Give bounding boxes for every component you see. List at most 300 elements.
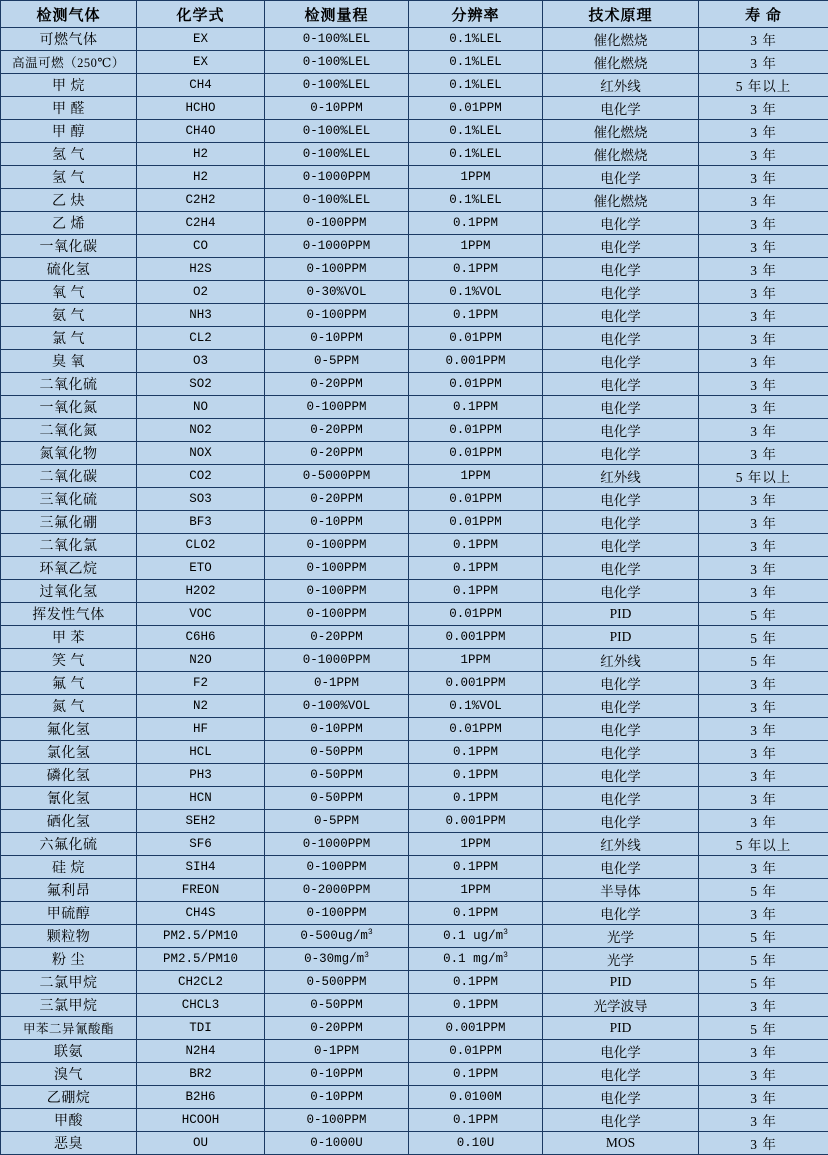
- cell-life: 3 年: [699, 580, 828, 603]
- cell-resolution: 0.01PPM: [409, 1040, 543, 1063]
- cell-formula: CO2: [137, 465, 265, 488]
- cell-formula: CH2CL2: [137, 971, 265, 994]
- cell-life: 3 年: [699, 281, 828, 304]
- cell-life: 3 年: [699, 212, 828, 235]
- cell-life: 3 年: [699, 97, 828, 120]
- table-row: [1, 120, 828, 143]
- cell-principle: 催化燃烧: [543, 120, 699, 143]
- cell-formula: N2H4: [137, 1040, 265, 1063]
- cell-formula: N2: [137, 695, 265, 718]
- cell-life: 5 年以上: [699, 465, 828, 488]
- cell-gas: 甲 苯: [1, 626, 137, 649]
- cell-gas: 颗粒物: [1, 925, 137, 948]
- table-row: [1, 925, 828, 948]
- cell-resolution: 0.1PPM: [409, 971, 543, 994]
- table-row: [1, 465, 828, 488]
- cell-formula: H2: [137, 166, 265, 189]
- table-row: [1, 879, 828, 902]
- cell-life: 3 年: [699, 994, 828, 1017]
- table-row: [1, 373, 828, 396]
- cell-gas: 二氯甲烷: [1, 971, 137, 994]
- cell-resolution: 0.1%LEL: [409, 143, 543, 166]
- table-row: [1, 580, 828, 603]
- cell-gas: 挥发性气体: [1, 603, 137, 626]
- cell-life: 3 年: [699, 902, 828, 925]
- cell-life: 3 年: [699, 695, 828, 718]
- table-row: [1, 557, 828, 580]
- cell-range: 0-50PPM: [265, 764, 409, 787]
- cell-gas: 氢 气: [1, 166, 137, 189]
- table-row: [1, 649, 828, 672]
- cell-resolution: 0.01PPM: [409, 603, 543, 626]
- cell-gas: 臭 氧: [1, 350, 137, 373]
- cell-gas: 二氧化氮: [1, 419, 137, 442]
- cell-formula: NH3: [137, 304, 265, 327]
- cell-resolution: 0.1PPM: [409, 902, 543, 925]
- cell-range: 0-1PPM: [265, 1040, 409, 1063]
- cell-formula: CL2: [137, 327, 265, 350]
- cell-principle: 电化学: [543, 97, 699, 120]
- cell-life: 3 年: [699, 373, 828, 396]
- cell-principle: 电化学: [543, 810, 699, 833]
- cell-resolution: 0.01PPM: [409, 97, 543, 120]
- cell-principle: 电化学: [543, 741, 699, 764]
- cell-resolution: 0.01PPM: [409, 419, 543, 442]
- cell-formula: NO: [137, 396, 265, 419]
- cell-formula: BR2: [137, 1063, 265, 1086]
- table-row: [1, 97, 828, 120]
- table-row: [1, 304, 828, 327]
- cell-range: $0-30mg/m^3$: [265, 948, 409, 971]
- cell-principle: 电化学: [543, 235, 699, 258]
- table-row: [1, 534, 828, 557]
- cell-gas: 联氨: [1, 1040, 137, 1063]
- cell-principle: 电化学: [543, 580, 699, 603]
- cell-gas: 氮 气: [1, 695, 137, 718]
- cell-resolution: 0.01PPM: [409, 442, 543, 465]
- table-row: [1, 327, 828, 350]
- cell-life: 3 年: [699, 534, 828, 557]
- cell-range: 0-50PPM: [265, 994, 409, 1017]
- cell-principle: 电化学: [543, 442, 699, 465]
- cell-resolution: 0.1%LEL: [409, 189, 543, 212]
- table-row: [1, 672, 828, 695]
- table-header-row: [1, 1, 828, 28]
- cell-range: 0-10PPM: [265, 327, 409, 350]
- cell-life: 3 年: [699, 327, 828, 350]
- cell-formula: HCL: [137, 741, 265, 764]
- cell-resolution: 0.1PPM: [409, 396, 543, 419]
- table-row: [1, 74, 828, 97]
- cell-range: 0-100%LEL: [265, 189, 409, 212]
- cell-range: 0-5000PPM: [265, 465, 409, 488]
- cell-gas: 氟 气: [1, 672, 137, 695]
- cell-gas: 二氧化氯: [1, 534, 137, 557]
- cell-range: 0-5PPM: [265, 350, 409, 373]
- cell-gas: 二氧化碳: [1, 465, 137, 488]
- cell-formula: SF6: [137, 833, 265, 856]
- cell-resolution: 0.001PPM: [409, 626, 543, 649]
- table-row: [1, 511, 828, 534]
- cell-principle: 光学: [543, 925, 699, 948]
- cell-formula: O2: [137, 281, 265, 304]
- cell-range: 0-10PPM: [265, 1063, 409, 1086]
- cell-formula: ETO: [137, 557, 265, 580]
- cell-formula: N2O: [137, 649, 265, 672]
- cell-principle: 电化学: [543, 534, 699, 557]
- cell-formula: SIH4: [137, 856, 265, 879]
- table-row: [1, 189, 828, 212]
- cell-resolution: 0.1PPM: [409, 787, 543, 810]
- cell-gas: 六氟化硫: [1, 833, 137, 856]
- cell-range: 0-20PPM: [265, 626, 409, 649]
- cell-gas: 硫化氢: [1, 258, 137, 281]
- table-row: [1, 28, 828, 51]
- cell-principle: PID: [543, 1017, 699, 1040]
- column-header-gas: 检测气体: [1, 1, 137, 28]
- cell-resolution: 0.1%LEL: [409, 74, 543, 97]
- table-row: [1, 833, 828, 856]
- cell-life: 3 年: [699, 166, 828, 189]
- cell-range: 0-100%VOL: [265, 695, 409, 718]
- cell-principle: PID: [543, 971, 699, 994]
- table-row: [1, 419, 828, 442]
- cell-resolution: 1PPM: [409, 833, 543, 856]
- cell-formula: H2O2: [137, 580, 265, 603]
- cell-resolution: 1PPM: [409, 166, 543, 189]
- cell-formula: CH4S: [137, 902, 265, 925]
- cell-formula: H2S: [137, 258, 265, 281]
- cell-resolution: 1PPM: [409, 235, 543, 258]
- cell-life: 3 年: [699, 51, 828, 74]
- cell-gas: 笑 气: [1, 649, 137, 672]
- cell-formula: SO2: [137, 373, 265, 396]
- cell-range: 0-1000PPM: [265, 166, 409, 189]
- cell-gas: 硒化氢: [1, 810, 137, 833]
- cell-range: 0-500PPM: [265, 971, 409, 994]
- cell-range: 0-100PPM: [265, 603, 409, 626]
- cell-gas: 三氟化硼: [1, 511, 137, 534]
- cell-principle: 半导体: [543, 879, 699, 902]
- cell-resolution: 0.1%LEL: [409, 51, 543, 74]
- cell-life: 3 年: [699, 350, 828, 373]
- cell-principle: 红外线: [543, 74, 699, 97]
- cell-principle: 电化学: [543, 1109, 699, 1132]
- column-header-range: 检测量程: [265, 1, 409, 28]
- cell-range: 0-50PPM: [265, 741, 409, 764]
- cell-life: 5 年: [699, 649, 828, 672]
- table-row: [1, 626, 828, 649]
- cell-principle: 电化学: [543, 488, 699, 511]
- cell-formula: VOC: [137, 603, 265, 626]
- cell-range: 0-20PPM: [265, 488, 409, 511]
- cell-life: 5 年以上: [699, 833, 828, 856]
- cell-gas: 氟利昂: [1, 879, 137, 902]
- cell-range: 0-30%VOL: [265, 281, 409, 304]
- cell-formula: SEH2: [137, 810, 265, 833]
- cell-resolution: 0.1PPM: [409, 764, 543, 787]
- cell-life: 3 年: [699, 235, 828, 258]
- cell-resolution: 0.1PPM: [409, 534, 543, 557]
- cell-principle: 电化学: [543, 1040, 699, 1063]
- cell-gas: 二氧化硫: [1, 373, 137, 396]
- cell-resolution: 0.01PPM: [409, 511, 543, 534]
- cell-life: 3 年: [699, 419, 828, 442]
- table-row: [1, 994, 828, 1017]
- cell-gas: 氰化氢: [1, 787, 137, 810]
- cell-formula: OU: [137, 1132, 265, 1155]
- cell-resolution: 0.01PPM: [409, 327, 543, 350]
- table-row: [1, 1017, 828, 1040]
- table-row: [1, 810, 828, 833]
- cell-range: 0-50PPM: [265, 787, 409, 810]
- cell-life: 3 年: [699, 120, 828, 143]
- cell-life: 3 年: [699, 1040, 828, 1063]
- cell-principle: 催化燃烧: [543, 28, 699, 51]
- cell-life: 3 年: [699, 557, 828, 580]
- cell-gas: 氢 气: [1, 143, 137, 166]
- cell-principle: 电化学: [543, 1063, 699, 1086]
- cell-range: 0-100PPM: [265, 258, 409, 281]
- cell-life: 3 年: [699, 1086, 828, 1109]
- cell-resolution: 0.001PPM: [409, 350, 543, 373]
- cell-formula: PM2.5/PM10: [137, 925, 265, 948]
- cell-resolution: 0.001PPM: [409, 810, 543, 833]
- cell-resolution: 0.1PPM: [409, 1109, 543, 1132]
- cell-life: 5 年: [699, 1017, 828, 1040]
- cell-range: 0-100PPM: [265, 856, 409, 879]
- cell-gas: 一氧化碳: [1, 235, 137, 258]
- cell-formula: HCOOH: [137, 1109, 265, 1132]
- cell-life: 3 年: [699, 1063, 828, 1086]
- cell-life: 3 年: [699, 143, 828, 166]
- cell-principle: 催化燃烧: [543, 143, 699, 166]
- cell-principle: 电化学: [543, 304, 699, 327]
- cell-range: 0-100%LEL: [265, 51, 409, 74]
- cell-resolution: 0.1%VOL: [409, 281, 543, 304]
- cell-range: 0-1000U: [265, 1132, 409, 1155]
- cell-life: 3 年: [699, 396, 828, 419]
- cell-principle: 电化学: [543, 557, 699, 580]
- cell-formula: C6H6: [137, 626, 265, 649]
- cell-resolution: 0.001PPM: [409, 1017, 543, 1040]
- cell-range: 0-10PPM: [265, 718, 409, 741]
- cell-formula: F2: [137, 672, 265, 695]
- cell-principle: 光学波导: [543, 994, 699, 1017]
- cell-life: 5 年: [699, 626, 828, 649]
- cell-formula: HCHO: [137, 97, 265, 120]
- cell-gas: 粉 尘: [1, 948, 137, 971]
- cell-range: 0-20PPM: [265, 1017, 409, 1040]
- cell-formula: B2H6: [137, 1086, 265, 1109]
- cell-resolution: 0.01PPM: [409, 718, 543, 741]
- cell-range: 0-1000PPM: [265, 833, 409, 856]
- cell-gas: 氯 气: [1, 327, 137, 350]
- cell-life: 5 年: [699, 879, 828, 902]
- cell-range: 0-10PPM: [265, 1086, 409, 1109]
- cell-life: 5 年以上: [699, 74, 828, 97]
- cell-range: 0-100%LEL: [265, 143, 409, 166]
- cell-principle: 电化学: [543, 718, 699, 741]
- cell-life: 3 年: [699, 488, 828, 511]
- cell-gas: 氨 气: [1, 304, 137, 327]
- cell-life: 3 年: [699, 258, 828, 281]
- cell-life: 3 年: [699, 787, 828, 810]
- cell-gas: 氮氧化物: [1, 442, 137, 465]
- table-row: [1, 258, 828, 281]
- cell-gas: 乙 烯: [1, 212, 137, 235]
- cell-range: 0-100PPM: [265, 1109, 409, 1132]
- cell-life: 3 年: [699, 764, 828, 787]
- cell-gas: 甲苯二异氰酸酯: [1, 1017, 137, 1040]
- cell-principle: 光学: [543, 948, 699, 971]
- cell-formula: EX: [137, 28, 265, 51]
- cell-life: 3 年: [699, 810, 828, 833]
- cell-resolution: 0.0100M: [409, 1086, 543, 1109]
- cell-life: 3 年: [699, 442, 828, 465]
- cell-formula: TDI: [137, 1017, 265, 1040]
- cell-gas: 甲 烷: [1, 74, 137, 97]
- table-row: [1, 350, 828, 373]
- cell-life: 5 年: [699, 925, 828, 948]
- cell-range: 0-100PPM: [265, 534, 409, 557]
- cell-life: 5 年: [699, 603, 828, 626]
- cell-life: 3 年: [699, 511, 828, 534]
- cell-range: 0-100PPM: [265, 902, 409, 925]
- cell-principle: 电化学: [543, 902, 699, 925]
- cell-resolution: 0.1PPM: [409, 994, 543, 1017]
- cell-gas: 甲 醇: [1, 120, 137, 143]
- cell-formula: C2H2: [137, 189, 265, 212]
- cell-resolution: 0.1 $ug/m^3$: [409, 925, 543, 948]
- cell-resolution: 0.1PPM: [409, 856, 543, 879]
- cell-formula: NO2: [137, 419, 265, 442]
- cell-principle: 电化学: [543, 1086, 699, 1109]
- table-row: [1, 603, 828, 626]
- cell-gas: 恶臭: [1, 1132, 137, 1155]
- table-row: [1, 1040, 828, 1063]
- table-row: [1, 143, 828, 166]
- table-row: [1, 396, 828, 419]
- cell-principle: 电化学: [543, 258, 699, 281]
- cell-gas: 氧 气: [1, 281, 137, 304]
- table-row: [1, 1109, 828, 1132]
- cell-resolution: 1PPM: [409, 465, 543, 488]
- table-row: [1, 235, 828, 258]
- cell-resolution: 0.1PPM: [409, 258, 543, 281]
- cell-resolution: 0.1PPM: [409, 741, 543, 764]
- cell-range: 0-100PPM: [265, 212, 409, 235]
- cell-resolution: 0.1PPM: [409, 580, 543, 603]
- cell-resolution: 0.1PPM: [409, 212, 543, 235]
- cell-resolution: 0.01PPM: [409, 488, 543, 511]
- cell-gas: 硅 烷: [1, 856, 137, 879]
- cell-resolution: 1PPM: [409, 649, 543, 672]
- cell-formula: PM2.5/PM10: [137, 948, 265, 971]
- cell-principle: 电化学: [543, 373, 699, 396]
- cell-range: $0-500ug/m^3$: [265, 925, 409, 948]
- cell-principle: 电化学: [543, 350, 699, 373]
- table-row: [1, 787, 828, 810]
- cell-principle: PID: [543, 626, 699, 649]
- cell-range: 0-5PPM: [265, 810, 409, 833]
- cell-range: 0-100%LEL: [265, 28, 409, 51]
- column-header-principle: 技术原理: [543, 1, 699, 28]
- cell-gas: 氟化氢: [1, 718, 137, 741]
- table-row: [1, 212, 828, 235]
- cell-principle: 电化学: [543, 856, 699, 879]
- cell-principle: MOS: [543, 1132, 699, 1155]
- cell-life: 3 年: [699, 304, 828, 327]
- cell-principle: 电化学: [543, 764, 699, 787]
- table-row: [1, 902, 828, 925]
- cell-formula: BF3: [137, 511, 265, 534]
- cell-resolution: 0.1PPM: [409, 304, 543, 327]
- cell-gas: 乙 炔: [1, 189, 137, 212]
- table-row: [1, 1063, 828, 1086]
- table-row: [1, 51, 828, 74]
- cell-principle: 电化学: [543, 281, 699, 304]
- cell-life: 3 年: [699, 28, 828, 51]
- cell-range: 0-100%LEL: [265, 120, 409, 143]
- column-header-formula: 化学式: [137, 1, 265, 28]
- cell-principle: 红外线: [543, 465, 699, 488]
- cell-formula: SO3: [137, 488, 265, 511]
- cell-principle: 催化燃烧: [543, 189, 699, 212]
- cell-resolution: 0.001PPM: [409, 672, 543, 695]
- cell-gas: 甲 醛: [1, 97, 137, 120]
- cell-gas: 乙硼烷: [1, 1086, 137, 1109]
- cell-range: 0-20PPM: [265, 373, 409, 396]
- table-row: [1, 442, 828, 465]
- cell-range: 0-20PPM: [265, 442, 409, 465]
- cell-principle: PID: [543, 603, 699, 626]
- table-row: [1, 764, 828, 787]
- cell-resolution: 0.01PPM: [409, 373, 543, 396]
- table-row: [1, 281, 828, 304]
- cell-principle: 电化学: [543, 327, 699, 350]
- table-row: [1, 695, 828, 718]
- cell-gas: 甲硫醇: [1, 902, 137, 925]
- cell-principle: 电化学: [543, 212, 699, 235]
- table-row: [1, 741, 828, 764]
- cell-formula: C2H4: [137, 212, 265, 235]
- cell-life: 3 年: [699, 672, 828, 695]
- cell-gas: 三氧化硫: [1, 488, 137, 511]
- cell-principle: 电化学: [543, 166, 699, 189]
- cell-life: 3 年: [699, 1132, 828, 1155]
- table-row: [1, 856, 828, 879]
- cell-formula: CLO2: [137, 534, 265, 557]
- cell-gas: 可燃气体: [1, 28, 137, 51]
- cell-life: 3 年: [699, 718, 828, 741]
- cell-range: 0-1000PPM: [265, 649, 409, 672]
- cell-range: 0-10PPM: [265, 511, 409, 534]
- cell-resolution: 0.1PPM: [409, 557, 543, 580]
- cell-gas: 过氧化氢: [1, 580, 137, 603]
- cell-life: 3 年: [699, 189, 828, 212]
- cell-formula: NOX: [137, 442, 265, 465]
- cell-gas: 磷化氢: [1, 764, 137, 787]
- table-row: [1, 166, 828, 189]
- cell-range: 0-100PPM: [265, 580, 409, 603]
- cell-formula: HF: [137, 718, 265, 741]
- cell-formula: HCN: [137, 787, 265, 810]
- table-row: [1, 1132, 828, 1155]
- table-row: [1, 971, 828, 994]
- cell-gas: 甲酸: [1, 1109, 137, 1132]
- cell-range: 0-100%LEL: [265, 74, 409, 97]
